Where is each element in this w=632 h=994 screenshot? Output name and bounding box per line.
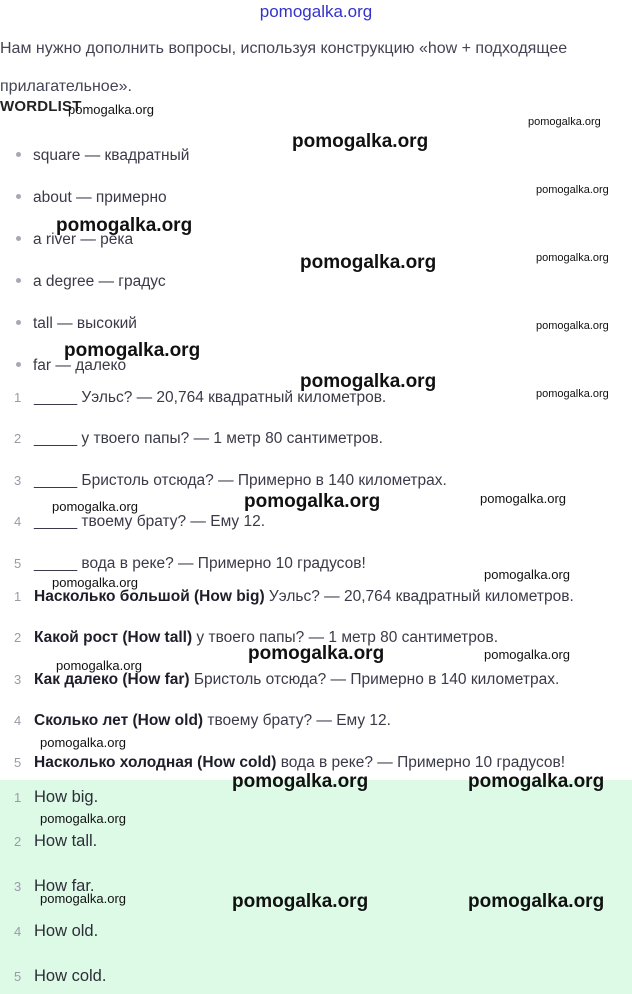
watermark: pomogalka.org [484,647,570,662]
watermark: pomogalka.org [56,215,193,236]
answer-row: 4 Сколько лет (How old) твоему брату? — Ему 12. [14,712,391,729]
watermark: pomogalka.org [536,184,609,196]
solution-row: 3 How far. [14,877,95,895]
wordlist-item: a degree — градус [16,273,166,291]
solution-row: 2 How tall. [14,832,98,850]
answer-row: 1 Насколько большой (How big) Уэльс? — 20,764 квадратный километров. [14,588,574,605]
watermark: pomogalka.org [536,320,609,332]
wordlist-title: WORDLIST [0,98,82,115]
question-row: 2 _____ у твоего папы? — 1 метр 80 сантиметров. [14,430,383,447]
question-row: 4 _____ твоему брату? — Ему 12. [14,513,266,530]
solution-row: 5 How cold. [14,967,107,985]
question-row: 3 _____ Бристоль отсюда? — Примерно в 140 километрах. [14,472,447,489]
site-header-link[interactable]: pomogalka.org [259,2,373,21]
watermark: pomogalka.org [300,252,437,273]
watermark: pomogalka.org [480,491,566,506]
watermark: pomogalka.org [484,567,570,582]
answer-row: 5 Насколько холодная (How cold) вода в реке? — Примерно 10 градусов! [14,754,566,771]
solution-row: 1 How big. [14,788,99,806]
watermark: pomogalka.org [52,499,138,514]
wordlist-item: about — примерно [16,189,167,207]
answer-row: 2 Какой рост (How tall) у твоего папы? — 1 метр 80 сантиметров. [14,629,499,646]
watermark: pomogalka.org [232,771,369,792]
bullet-icon [16,152,21,157]
bullet-icon [16,236,21,241]
watermark: pomogalka.org [248,643,385,664]
watermark: pomogalka.org [536,252,609,264]
watermark: pomogalka.org [52,575,138,590]
bullet-icon [16,278,21,283]
watermark: pomogalka.org [536,388,609,400]
watermark: pomogalka.org [40,891,126,906]
solution-row: 4 How old. [14,922,99,940]
watermark: pomogalka.org [528,116,601,128]
watermark: pomogalka.org [300,371,437,392]
answer-row: 3 Как далеко (How far) Бристоль отсюда? — Примерно в 140 километрах. [14,671,560,688]
watermark: pomogalka.org [468,891,605,912]
watermark: pomogalka.org [244,491,381,512]
bullet-icon [16,194,21,199]
watermark: pomogalka.org [64,340,201,361]
question-row: 5 _____ вода в реке? — Примерно 10 градусов! [14,555,366,572]
watermark: pomogalka.org [292,131,429,152]
question-row: 1 _____ Уэльс? — 20,764 квадратный километров. [14,389,387,406]
wordlist-item: square — квадратный [16,147,189,165]
wordlist-item: tall — высокий [16,315,137,333]
watermark: pomogalka.org [40,735,126,750]
watermark: pomogalka.org [468,771,605,792]
watermark: pomogalka.org [56,658,142,673]
wordlist-item: a river — река [16,231,133,249]
watermark: pomogalka.org [232,891,369,912]
task-instruction: Нам нужно дополнить вопросы, используя конструкцию «how + подходящее прилагательное». [0,40,568,95]
bullet-icon [16,320,21,325]
wordlist-item: far — далеко [16,357,126,375]
watermark: pomogalka.org [40,811,126,826]
watermark: pomogalka.org [68,102,154,117]
bullet-icon [16,362,21,367]
